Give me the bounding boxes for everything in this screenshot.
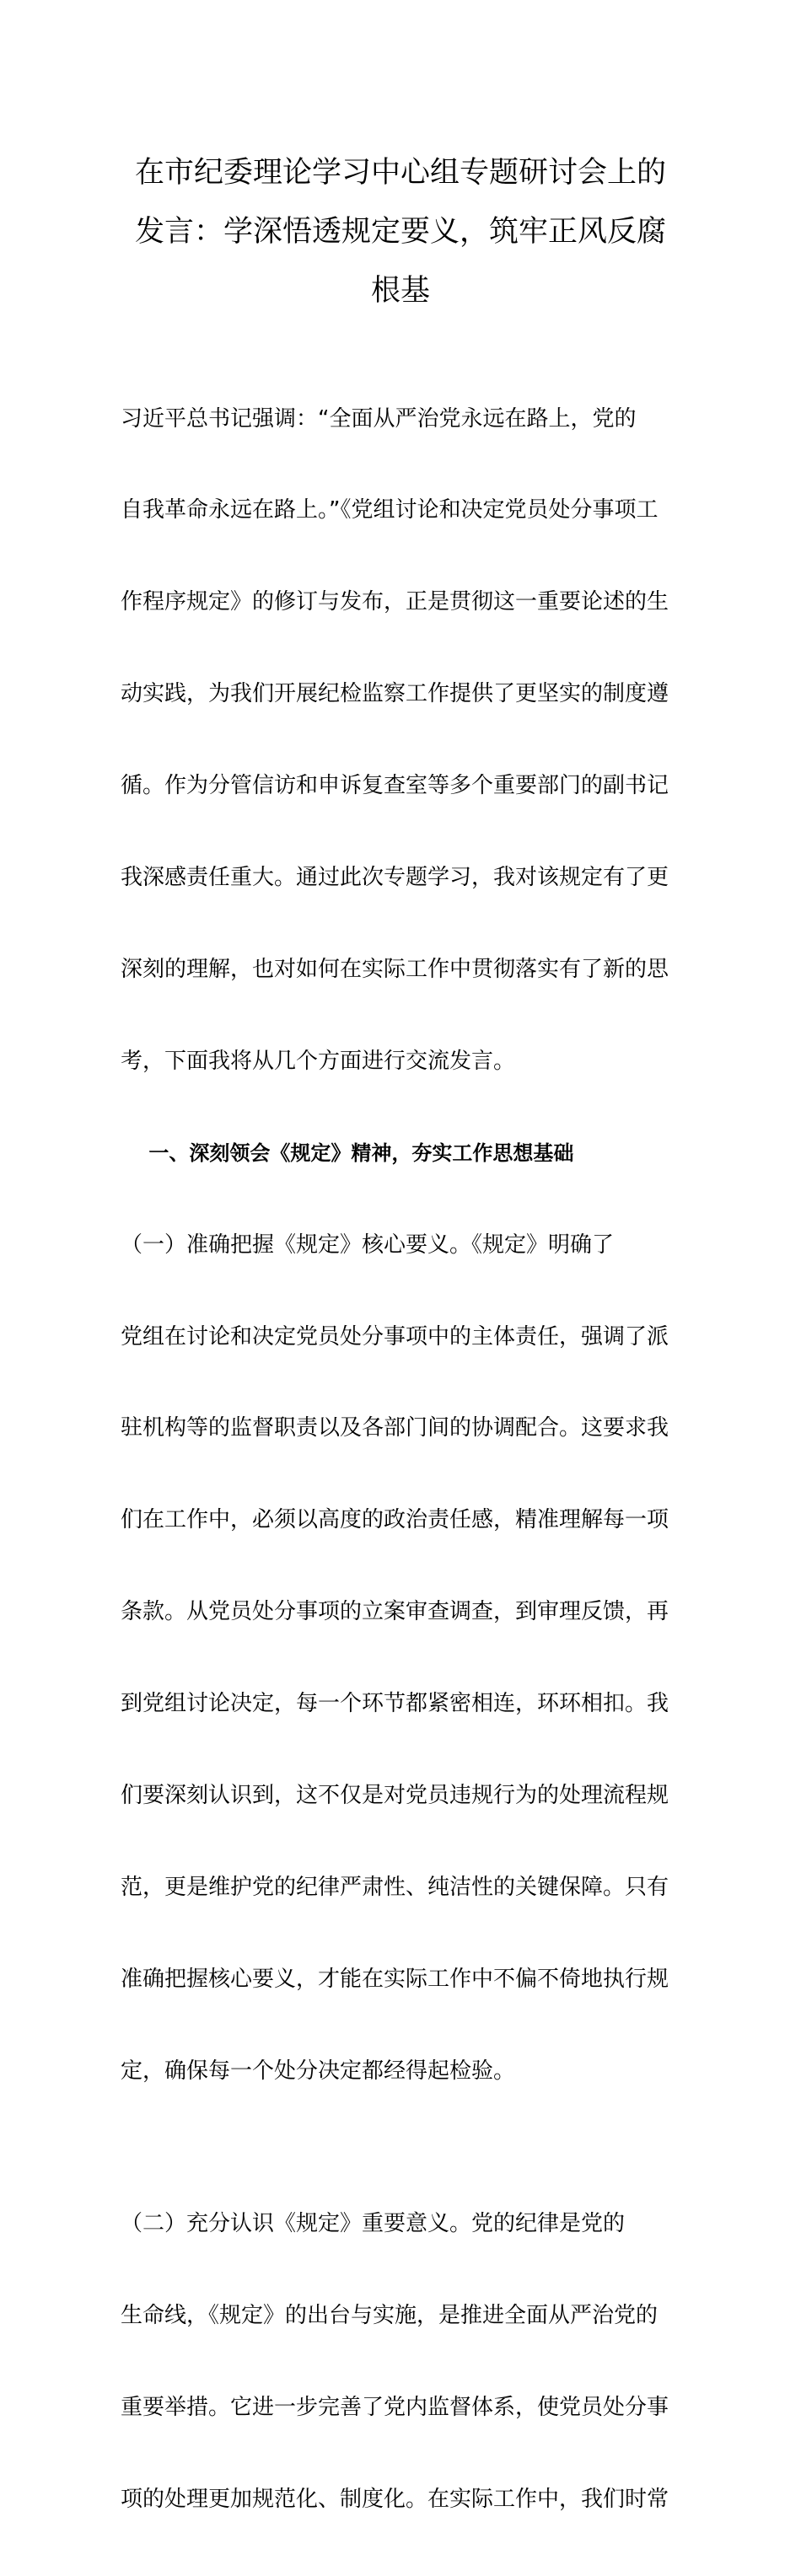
text-line: 生命线，《规定》的出台与实施，是推进全面从严治党的: [121, 2303, 659, 2328]
text-line: 自我革命永远在路上。”《党组讨论和决定党员处分事项工: [121, 497, 659, 523]
subsection-paragraph-2: [121, 2148, 679, 2576]
subsection-paragraph-1: [121, 1168, 679, 2148]
text-line: （一）准确把握《规定》核心要义。《规定》明确了: [121, 1232, 615, 1258]
title-line: 发言：学深悟透规定要义，筑牢正风反腐: [134, 215, 666, 249]
text-line: 深刻的理解，也对如何在实际工作中贯彻落实有了新的思: [121, 956, 669, 982]
text-line: 条款。从党员处分事项的立案审查调查，到审理反馈，再: [121, 1599, 669, 1625]
text-line: 范，更是维护党的纪律严肃性、纯洁性的关键保障。只有: [121, 1874, 669, 1900]
text-line: 定，确保每一个处分决定都经得起检验。: [121, 2058, 516, 2084]
intro-paragraph: [121, 342, 679, 1138]
text-line: 循。作为分管信访和申诉复查室等多个重要部门的副书记: [121, 773, 669, 799]
document-body: [121, 342, 679, 2576]
text-line: 我深感责任重大。通过此次专题学习，我对该规定有了更: [121, 865, 669, 891]
text-line: 驻机构等的监督职责以及各部门间的协调配合。这要求我: [121, 1415, 669, 1441]
text-line: 准确把握核心要义，才能在实际工作中不偏不倚地执行规: [121, 1966, 669, 1992]
text-line: 动实践，为我们开展纪检监察工作提供了更坚实的制度遵: [121, 681, 669, 707]
text-line: 项的处理更加规范化、制度化。在实际工作中，我们时常: [121, 2486, 669, 2512]
text-line: 党组在讨论和决定党员处分事项中的主体责任，强调了派: [121, 1323, 669, 1350]
text-line: 到党组讨论决定，每一个环节都紧密相连，环环相扣。我: [121, 1691, 669, 1717]
title-line: 在市纪委理论学习中心组专题研讨会上的: [134, 156, 666, 190]
document-title: [126, 143, 675, 320]
text-line: （二）充分认识《规定》重要意义。党的纪律是党的: [121, 2211, 626, 2237]
text-line: 们在工作中，必须以高度的政治责任感，精准理解每一项: [121, 1507, 669, 1533]
text-line: 考，下面我将从几个方面进行交流发言。: [121, 1048, 516, 1074]
text-line: 重要举措。它进一步完善了党内监督体系，使党员处分事: [121, 2394, 669, 2420]
section-heading: 一、深刻领会《规定》精神，夯实工作思想基础: [121, 1140, 574, 1165]
title-line: 根基: [370, 274, 430, 308]
text-line: 习近平总书记强调：“全面从严治党永远在路上，党的: [121, 405, 637, 432]
text-line: 作程序规定》的修订与发布，正是贯彻这一重要论述的生: [121, 589, 669, 615]
text-line: 们要深刻认识到，这不仅是对党员违规行为的处理流程规: [121, 1782, 669, 1808]
